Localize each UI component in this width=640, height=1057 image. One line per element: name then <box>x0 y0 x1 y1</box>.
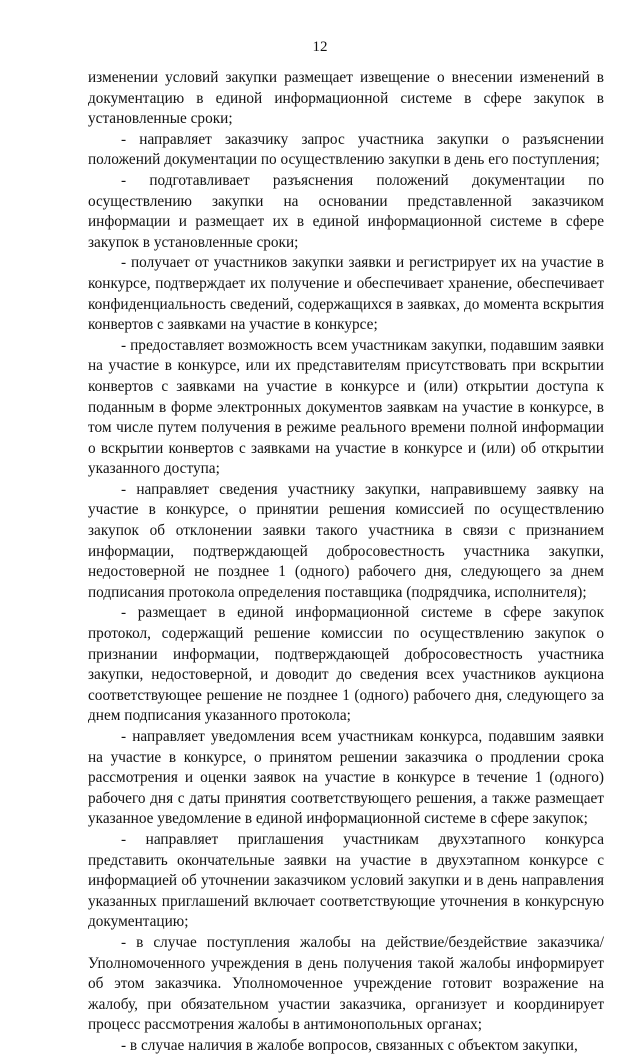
paragraph-continuation: изменении условий закупки размещает извещение о внесении изменений в документацию в единой информационной системе в сфере закупок в установленные сроки; <box>88 69 604 128</box>
paragraph-extension-notice: - направляет уведомления всем участникам конкурса, подавшим заявки на участие в конкурсе, о принятом решении заказчика о продлении срока рассмотрения и оценки заявок на участие в конкурсе в течение 1 (одного) рабочего дня с даты принятия соответствующего решения, а также размещает указанное уведомление в единой информационной системе в сфере закупок; <box>88 728 604 828</box>
page-number: 12 <box>312 39 328 55</box>
paragraph-clarification-request: - направляет заказчику запрос участника закупки о разъяснении положений документации по осуществлению закупки в день его поступления; <box>88 130 604 169</box>
paragraph-receive-applications: - получает от участников закупки заявки и регистрирует их на участие в конкурсе, подтверждает их получение и обеспечивает хранение, обеспечивает конфиденциальность сведений, содержащихся в заявках, до момента вскрытия конвертов с заявками на участие в конкурсе; <box>88 254 604 334</box>
paragraph-clarification-prepare: - подготавливает разъяснения положений документации по осуществлению закупки на основании представленной заказчиком информации и размещает их в единой информационной системе в сфере закупок в установленные сроки; <box>88 171 604 251</box>
paragraph-two-stage-invite: - направляет приглашения участникам двухэтапного конкурса представить окончательные заявки на участие в двухэтапном конкурсе с информацией об уточнении заказчиком условий закупки и в день направления указанных приглашений включает соответствующие уточнения в конкурсную документацию; <box>88 830 604 931</box>
paragraph-complaint: - в случае поступления жалобы на действие/бездействие заказчика/Уполномоченного учреждения в день получения такой жалобы информирует об этом заказчика. Уполномоченное учреждение готовит возражение на жалобу, при обязательном участии заказчика, организует и координирует процесс рассмотрения жалобы в антимонопольных органах; <box>88 933 604 1034</box>
paragraph-rejection-notice: - направляет сведения участнику закупки, направившему заявку на участие в конкурсе, о принятии решения комиссией по осуществлению закупок об отклонении заявки такого участника в связи с признанием информации, подтверждающей добросовестность участника закупки, недостоверной не позднее 1 (одного) рабочего дня, следующего за днем подписания протокола определения поставщика (подрядчика, исполнителя); <box>88 480 604 601</box>
paragraph-complaint-subject: - в случае наличия в жалобе вопросов, связанных с объектом закупки, <box>121 1036 578 1054</box>
paragraph-opening-access: - предоставляет возможность всем участникам закупки, подавшим заявки на участие в конкурсе, или их представителям присутствовать при вскрытии конвертов с заявками на участие в конкурсе и (или) открытии доступа к поданным в форме электронных документов заявкам на участие в конкурсе, в том числе путем получения в режиме реального времени полной информации о вскрытии конвертов с заявками на участие в конкурсе и (или) об открытии указанного доступа; <box>88 336 604 478</box>
body-text <box>88 68 604 1057</box>
paragraph-protocol-publish: - размещает в единой информационной системе в сфере закупок протокол, содержащий решение комиссии по осуществлению закупок о признании информации, подтверждающей добросовестность участника закупки, недостоверной, и доводит до сведения всех участников аукциона соответствующее решение не позднее 1 (одного) рабочего дня, следующего за днем подписания указанного протокола; <box>88 604 604 725</box>
